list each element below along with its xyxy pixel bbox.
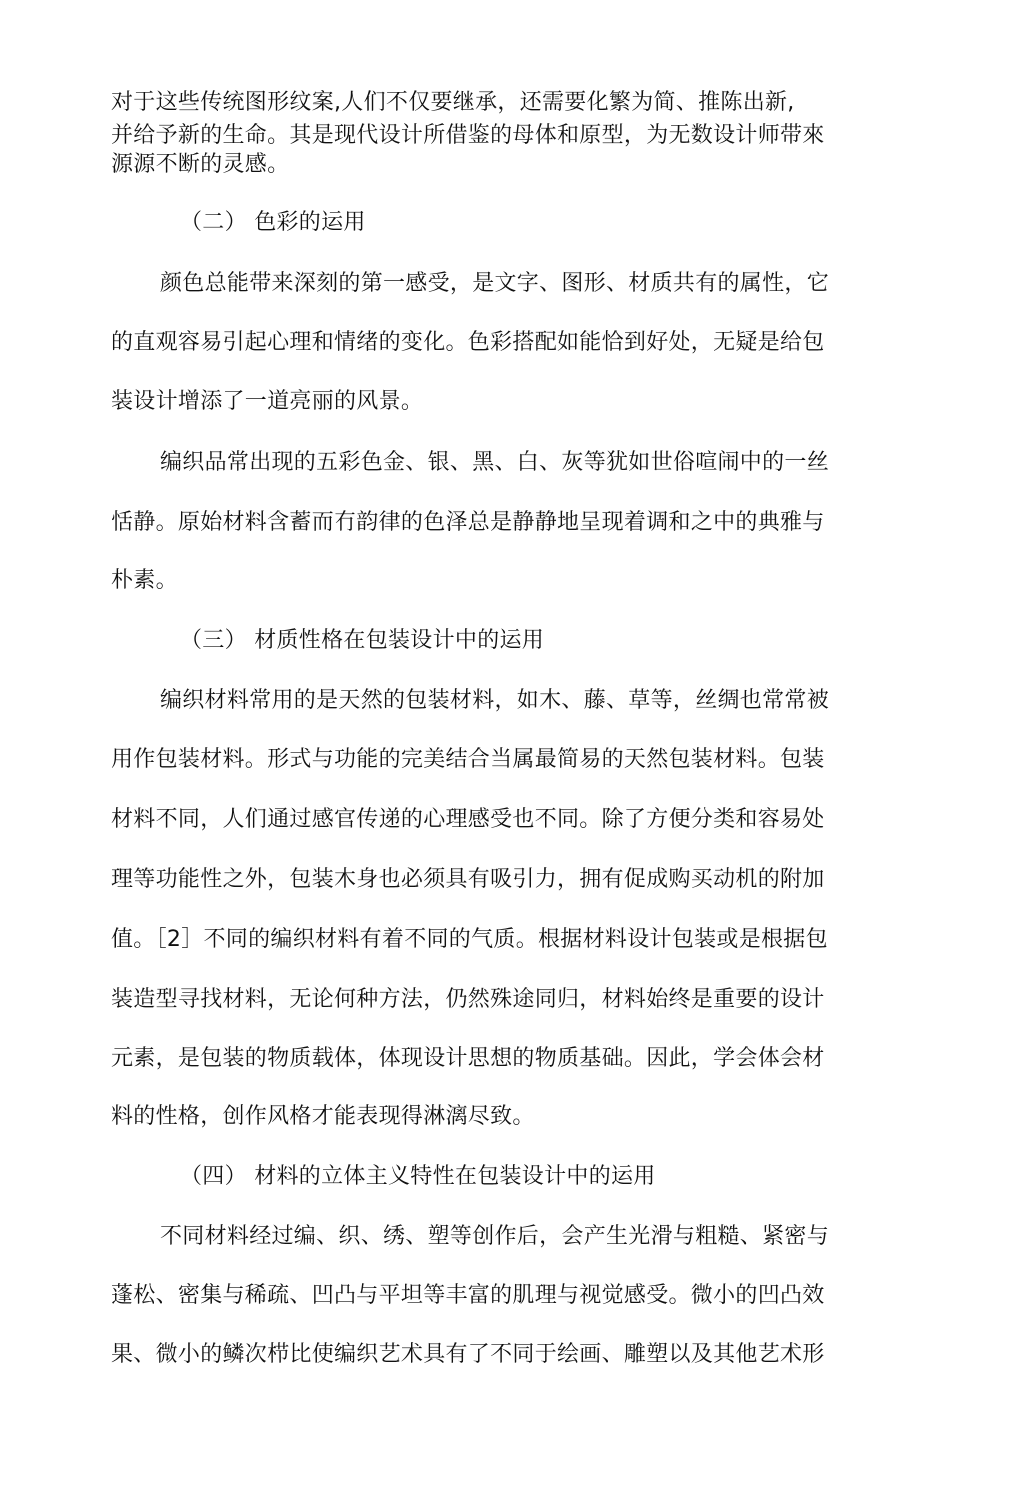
paragraph-line: 编织品常出现的五彩色金、银、黑、白、灰等犹如世俗喧闹中的一丝 xyxy=(160,450,830,475)
paragraph-line: 源源不断的灵感。 xyxy=(111,152,290,177)
section-heading-2: （二） 色彩的运用 xyxy=(180,210,366,235)
paragraph-line: 并给予新的生命。其是现代设计所借鉴的母体和原型，为无数设计师带來 xyxy=(111,123,825,148)
paragraph-line: 的直观容易引起心理和情绪的变化。色彩搭配如能恰到好处，无疑是给包 xyxy=(111,330,825,355)
paragraph-line: 朴素。 xyxy=(111,568,178,593)
paragraph-line: 理等功能性之外，包装木身也必须具有吸引力，拥有促成购买动机的附加 xyxy=(111,867,825,892)
paragraph-line: 果、微小的鳞次栉比使编织艺术具有了不同于绘画、雕塑以及其他艺术形 xyxy=(111,1342,825,1367)
paragraph-line: 元素，是包装的物质载体，体现设计思想的物质基础。因此，学会体会材 xyxy=(111,1046,825,1071)
paragraph-line: 料的性格，创作风格才能表现得淋漓尽致。 xyxy=(111,1104,535,1129)
paragraph-line: 编织材料常用的是天然的包装材料，如木、藤、草等，丝绸也常常被 xyxy=(160,688,830,713)
paragraph-line: 蓬松、密集与稀疏、凹凸与平坦等丰富的肌理与视觉感受。微小的凹凸效 xyxy=(111,1283,825,1308)
section-heading-3: （三） 材质性格在包装设计中的运用 xyxy=(180,628,545,653)
paragraph-line: 不同材料经过编、织、绣、塑等创作后，会产生光滑与粗糙、紧密与 xyxy=(160,1224,830,1249)
paragraph-line: 装设计增添了一道亮丽的风景。 xyxy=(111,389,424,414)
paragraph-line: 用作包装材料。形式与功能的完美结合当属最简易的天然包装材料。包装 xyxy=(111,747,825,772)
paragraph-line: 值。［2］不同的编织材料有着不同的气质。根据材料设计包装或是根据包 xyxy=(111,927,828,952)
paragraph-line: 材料不同，人们通过感官传递的心理感受也不同。除了方便分类和容易处 xyxy=(111,807,825,832)
paragraph-line: 对于这些传统图形纹案,人们不仅要继承，还需要化繁为简、推陈出新, xyxy=(111,90,795,115)
paragraph-line: 颜色总能带来深刻的第一感受，是文字、图形、材质共有的属性，它 xyxy=(160,271,830,296)
paragraph-line: 恬静。原始材料含蓄而冇韵律的色泽总是静静地呈现着调和之中的典雅与 xyxy=(111,510,825,535)
paragraph-line: 装造型寻找材料，无论何种方法，仍然殊途同归，材料始终是重要的设计 xyxy=(111,987,825,1012)
section-heading-4: （四） 材料的立体主义特性在包装设计中的运用 xyxy=(180,1164,656,1189)
